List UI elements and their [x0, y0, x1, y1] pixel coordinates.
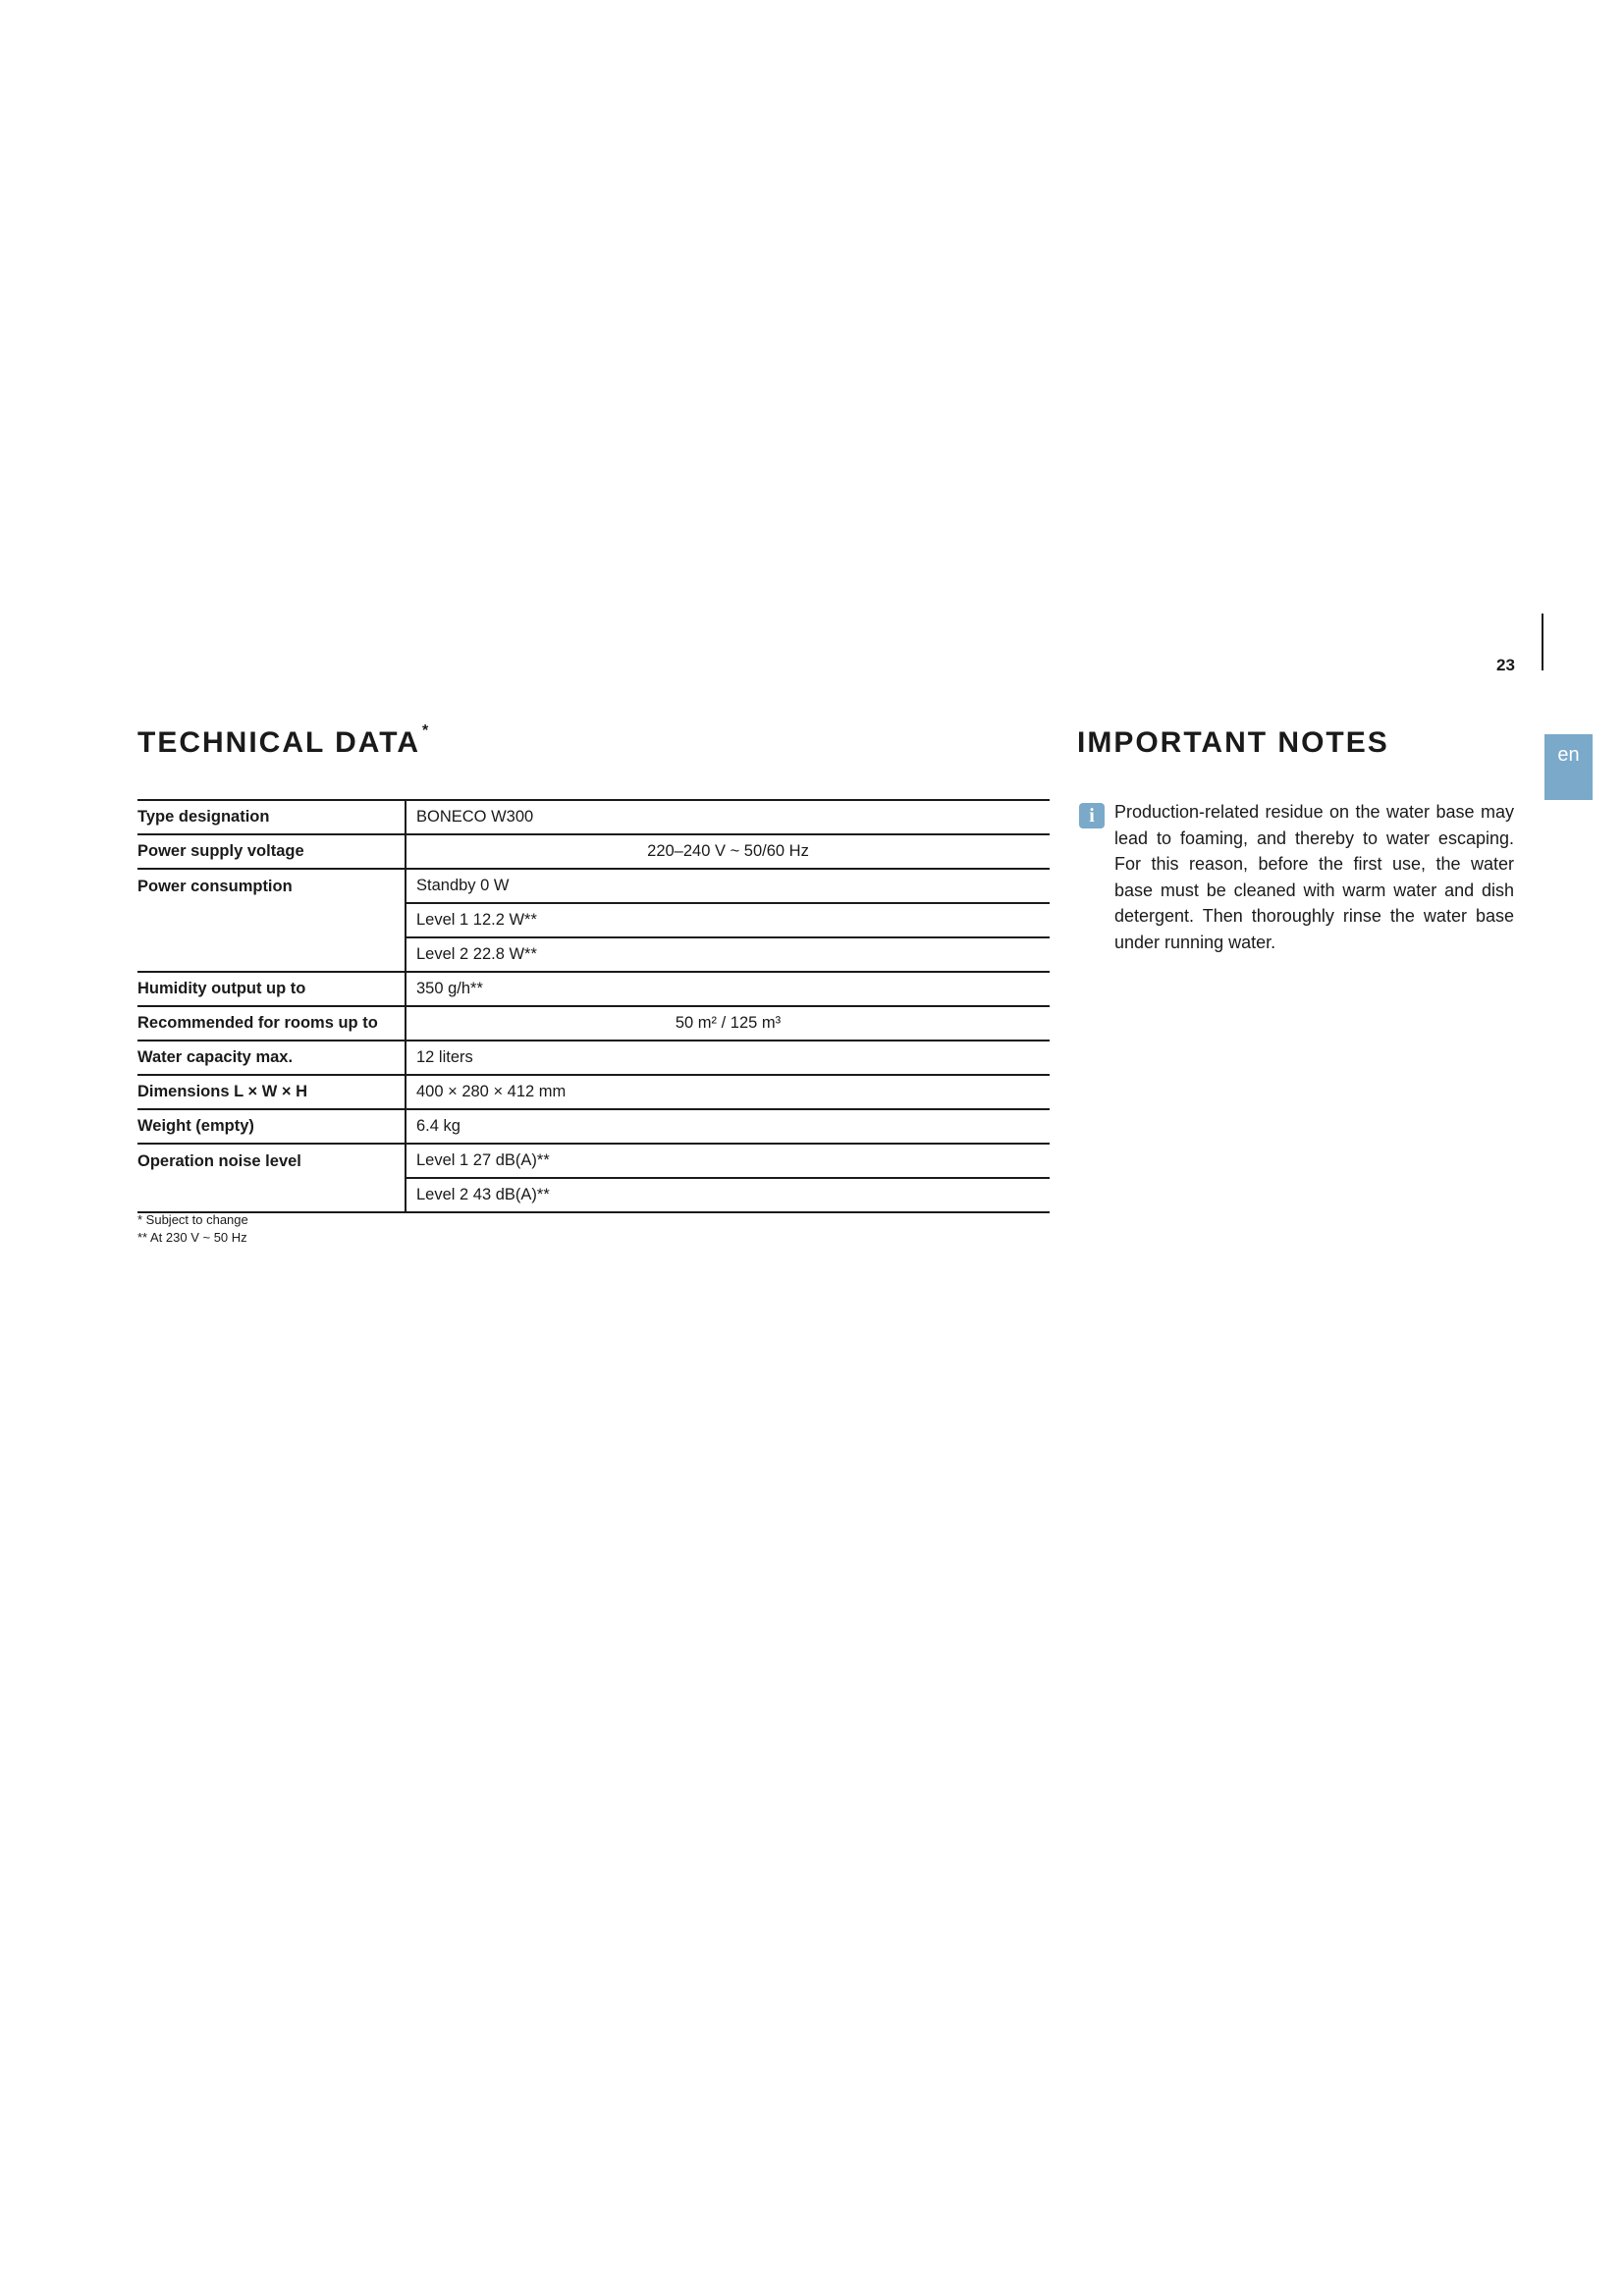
row-label: Operation noise level	[137, 1144, 406, 1178]
important-notes-text: Production-related residue on the water base may lead to foaming, and thereby to water escaping. For this reason, before the first use, the water base must be cleaned with warm water and dish detergent. Then thoroughly rinse the water base under running water.	[1114, 802, 1514, 952]
footnotes	[137, 1211, 248, 1247]
row-label: Weight (empty)	[137, 1109, 406, 1144]
page-number: 23	[1496, 656, 1515, 674]
technical-data-heading-mark: *	[421, 722, 429, 739]
row-label	[137, 1178, 406, 1212]
row-label	[137, 937, 406, 972]
important-notes-heading: IMPORTANT NOTES	[1077, 726, 1389, 759]
row-value: 400 × 280 × 412 mm	[406, 1075, 1050, 1109]
row-value: Level 2 22.8 W**	[406, 937, 1050, 972]
footnote: * Subject to change	[137, 1212, 248, 1227]
row-label: Power supply voltage	[137, 834, 406, 869]
table-row	[137, 1109, 1050, 1144]
info-icon: i	[1079, 803, 1105, 828]
table-row	[137, 834, 1050, 869]
row-value: 350 g/h**	[406, 972, 1050, 1006]
row-label	[137, 903, 406, 937]
row-value: Level 1 12.2 W**	[406, 903, 1050, 937]
row-value: Standby 0 W	[406, 869, 1050, 903]
table-row	[137, 1144, 1050, 1178]
table-row	[137, 972, 1050, 1006]
row-label: Recommended for rooms up to	[137, 1006, 406, 1041]
technical-data-heading-text: TECHNICAL DATA	[137, 726, 420, 759]
row-value: 6.4 kg	[406, 1109, 1050, 1144]
row-label: Type designation	[137, 800, 406, 834]
technical-data-table	[137, 799, 1050, 1213]
row-value: 50 m² / 125 m³	[406, 1006, 1050, 1041]
table-row	[137, 903, 1050, 937]
row-label: Dimensions L × W × H	[137, 1075, 406, 1109]
row-label: Power consumption	[137, 869, 406, 903]
table-row	[137, 1075, 1050, 1109]
margin-rule	[1542, 614, 1543, 670]
footnote: ** At 230 V ~ 50 Hz	[137, 1230, 247, 1245]
row-value: Level 1 27 dB(A)**	[406, 1144, 1050, 1178]
table-row	[137, 869, 1050, 903]
table-row	[137, 1041, 1050, 1075]
table-row	[137, 937, 1050, 972]
table-row	[137, 1006, 1050, 1041]
row-value: BONECO W300	[406, 800, 1050, 834]
language-tab: en	[1544, 734, 1593, 800]
row-value: 220–240 V ~ 50/60 Hz	[406, 834, 1050, 869]
row-label: Water capacity max.	[137, 1041, 406, 1075]
row-label: Humidity output up to	[137, 972, 406, 1006]
row-value: Level 2 43 dB(A)**	[406, 1178, 1050, 1212]
row-value: 12 liters	[406, 1041, 1050, 1075]
table-row	[137, 800, 1050, 834]
technical-data-heading	[137, 722, 429, 760]
table-row	[137, 1178, 1050, 1212]
